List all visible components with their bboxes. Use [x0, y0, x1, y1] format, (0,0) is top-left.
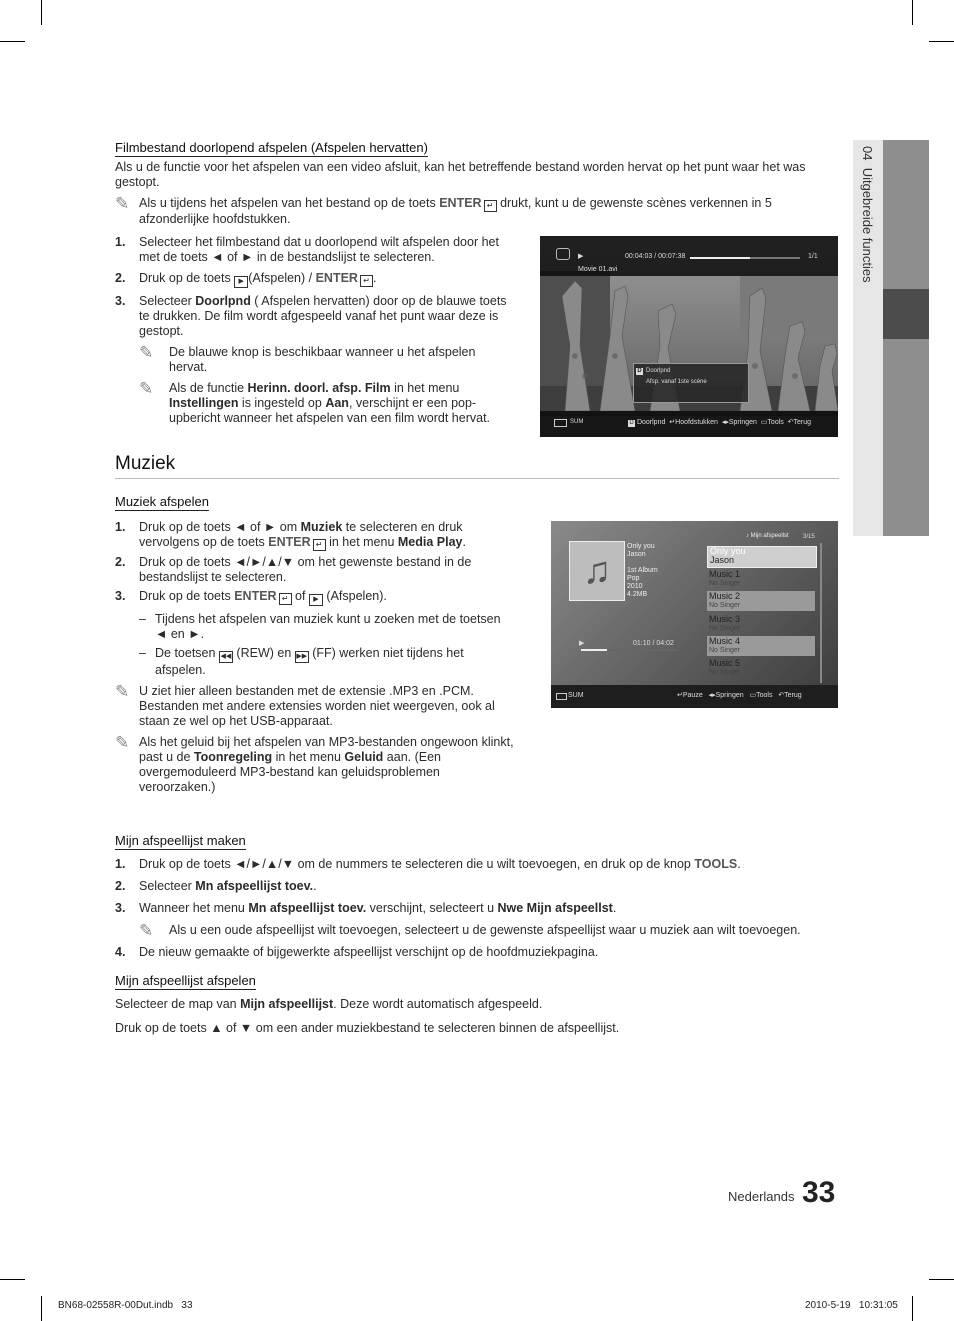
footer-language: Nederlands	[728, 1189, 795, 1204]
note: ✎ Als de functie Herinn. doorl. afsp. Film in het menu Instellingen is ingesteld op Aan, verschijnt er een pop-upbericht wanneer het afspelen van een film wordt hervat.	[139, 379, 491, 425]
music-progress	[581, 649, 677, 651]
video-time: 00:04:03 / 00:07:38	[625, 253, 686, 260]
note: ✎ U ziet hier alleen bestanden met de extensie .MP3 en .PCM. Bestanden met andere extensies worden niet weergeven, ook al staan ze wel op het USB-apparaat.	[115, 682, 495, 728]
arrows-icon: ◂▸	[708, 692, 716, 699]
playlist-make-section	[115, 833, 845, 960]
note-icon: ✎	[115, 194, 130, 213]
step: 1. Druk op de toets ◄ of ► om Muziek te selecteren en druk vervolgens op de toets ENTER ↵ in het menu Media Play.	[115, 520, 466, 549]
enter-icon: ↵	[360, 275, 373, 287]
subsection-title: Muziek afspelen	[115, 494, 209, 509]
popup-title: Doorlpnd	[646, 368, 671, 374]
step: 3. Wanneer het menu Mn afspeellijst toev. verschijnt, selecteert u Nwe Mijn afspeellst.	[115, 901, 617, 915]
note-icon: ✎	[115, 733, 130, 752]
tools-icon: ▭	[760, 419, 768, 426]
song-item-selected[interactable]: Only you Jason	[707, 546, 817, 568]
song-item[interactable]: Music 1 No Singer	[709, 569, 741, 587]
song-item[interactable]: Music 5 No Singer	[709, 658, 741, 676]
chapter-title: Uitgebreide functies	[860, 167, 875, 283]
music-device: SUM	[568, 692, 584, 699]
print-date: 2010-5-19 10:31:05	[805, 1300, 898, 1311]
popup-text: Afsp. vanaf 1ste scène	[646, 379, 707, 385]
crop-mark	[929, 1279, 954, 1280]
music-play-icon: ▶	[579, 640, 585, 647]
enter-icon: ↵	[669, 419, 676, 426]
music-section	[115, 494, 515, 795]
chapter-number: 04	[860, 146, 875, 161]
step: 3. Druk op de toets ENTER ↵ of ▶ (Afspelen).	[115, 589, 515, 606]
enter-icon: ↵	[484, 200, 497, 212]
note: ✎ De blauwe knop is beschikbaar wanneer u het afspelen hervat.	[139, 343, 476, 374]
step: 2. Druk op de toets ◄/►/▲/▼ om het gewenste bestand in de bestandslijst te selecteren.	[115, 555, 472, 584]
step: 1. Selecteer het filmbestand dat u doorlopend wilt afspelen door het met de toets ◄ of ► in de bestandslijst te selecteren.	[115, 235, 499, 264]
step: 3. Selecteer Doorlpnd ( Afspelen hervatten) door op de blauwe toets te drukken. De film wordt afgespeeld vanaf het punt waar deze is gestopt.	[115, 294, 507, 338]
note: ✎ Als u tijdens het afspelen van het bestand op de toets ENTER ↵ drukt, kunt u de gewenste scènes verkennen in 5 afzonderlijke hoofdstukken.	[115, 194, 772, 226]
usb-icon	[556, 693, 567, 700]
step: 2. Druk op de toets ▶ (Afspelen) / ENTER ↵ .	[115, 271, 510, 288]
subsection-title: Mijn afspeellijst maken	[115, 833, 246, 848]
resume-steps	[115, 235, 510, 426]
song-item[interactable]: Music 4 No Singer	[707, 636, 815, 656]
step: 4. De nieuw gemaakte of bijgewerkte afspeellijst verschijnt op de hoofdmuziekpagina.	[115, 945, 599, 959]
play-icon: ▶	[309, 594, 323, 606]
crop-mark	[41, 1296, 42, 1321]
note-icon: ✎	[139, 379, 154, 398]
return-icon: ↶	[778, 692, 785, 699]
step: 1. Druk op de toets ◄/►/▲/▼ om de nummers te selecteren die u wilt toevoegen, en druk op de knop TOOLS.	[115, 857, 741, 871]
note-icon: ✎	[139, 921, 154, 940]
tools-icon: ▭	[749, 692, 757, 699]
music-help-bar: ↵Pauze ◂▸Springen ▭Tools ↶Terug	[677, 692, 802, 699]
song-item[interactable]: Music 2 No Singer	[707, 591, 815, 611]
video-help-bar: D Doorlpnd ↵Hoofdstukken ◂▸Springen ▭Tools ↶Terug	[629, 419, 812, 426]
crop-mark	[41, 0, 42, 25]
video-progress	[690, 257, 800, 259]
music-time: 01:10 / 04:02	[633, 640, 674, 647]
album-art: ♫	[569, 541, 625, 601]
chapter-label	[861, 146, 875, 346]
enter-icon: ↵	[313, 539, 326, 551]
rewind-icon: ◀◀	[219, 651, 233, 663]
enter-icon: ↵	[677, 692, 683, 699]
paragraph: Selecteer de map van Mijn afspeellijst. Deze wordt automatisch afgespeeld.	[115, 997, 543, 1011]
blue-key-icon: D	[637, 368, 642, 374]
page-number: 33	[802, 1176, 836, 1209]
enter-icon: ↵	[279, 593, 292, 605]
crop-mark	[929, 41, 954, 42]
step: 2. Selecteer Mn afspeellijst toev..	[115, 879, 317, 893]
crop-mark	[0, 1279, 25, 1280]
arrows-icon: ◂▸	[721, 419, 729, 426]
play-indicator-icon: ▶	[578, 253, 584, 260]
dash-item: – De toetsen ◀◀ (REW) en ▶▶ (FF) werken niet tijdens het afspelen.	[139, 646, 464, 677]
blue-key-icon: D	[629, 420, 634, 426]
video-filename: Movie 01.avi	[578, 266, 618, 273]
usb-icon	[554, 419, 567, 427]
chapter-tab-active	[883, 289, 929, 339]
paragraph: Als u de functie voor het afspelen van een video afsluit, kan het betreffende bestand worden hervat op het punt waar het was gestopt.	[115, 160, 806, 189]
note-icon: ♪	[746, 533, 749, 539]
note: ✎ Als het geluid bij het afspelen van MP3-bestanden ongewoon klinkt, past u de Toonregeling in het menu Geluid aan. (Een overgemoduleerd MP3-bestand kan geluidsproblemen veroorzaken.)	[115, 733, 514, 794]
playlist-scrollbar	[820, 543, 822, 683]
music-bottom-bar	[551, 685, 838, 708]
crop-mark	[912, 0, 913, 25]
note-icon: ✎	[139, 343, 154, 362]
section-heading: Muziek	[115, 453, 176, 474]
track-info: Only you Jason 1st Album Pop 2010 4.2MB	[627, 543, 658, 598]
video-page: 1/1	[808, 253, 818, 260]
crop-mark	[0, 41, 25, 42]
resume-popup	[633, 363, 749, 403]
subsection-title: Filmbestand doorlopend afspelen (Afspelen hervatten)	[115, 140, 428, 155]
playlist-count: 3/15	[803, 534, 815, 540]
film-icon	[556, 248, 570, 260]
playlist-label: ♪ Mijn afspeellst	[746, 533, 789, 539]
fast-forward-icon: ▶▶	[295, 651, 309, 663]
dash-item: – Tijdens het afspelen van muziek kunt u zoeken met de toetsen ◄ en ►.	[139, 612, 501, 641]
return-icon: ↶	[787, 419, 794, 426]
play-icon: ▶	[234, 276, 248, 288]
crop-mark	[912, 1296, 913, 1321]
note-icon: ✎	[115, 682, 130, 701]
resume-section	[115, 140, 835, 227]
print-file: BN68-02558R-00Dut.indb 33	[58, 1300, 193, 1311]
song-item[interactable]: Music 3 No Singer	[709, 614, 741, 632]
playlist-play-section	[115, 973, 845, 1036]
paragraph: Druk op de toets ▲ of ▼ om een ander muziekbestand te selecteren binnen de afspeellijst.	[115, 1021, 620, 1035]
heading-rule	[115, 478, 839, 479]
video-device: SUM	[570, 419, 584, 425]
subsection-title: Mijn afspeellijst afspelen	[115, 973, 256, 988]
note: ✎ Als u een oude afspeellijst wilt toevoegen, selecteert u de gewenste afspeellijst waar u muziek aan wilt toevoegen.	[139, 921, 801, 940]
video-screenshot	[540, 236, 838, 437]
